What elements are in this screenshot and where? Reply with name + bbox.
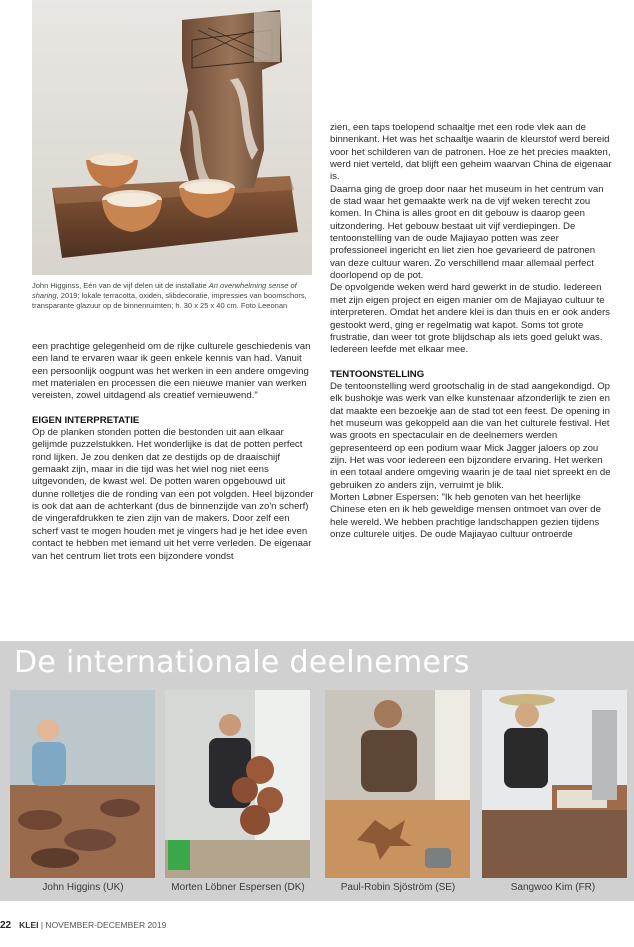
paragraph: een prachtige gelegenheid om de rijke culturele geschiedenis van een land te ervaren waar ik geen enkele kennis van had. Vanuit een persoonlijk oogpunt was het werken in een andere omgeving met materialen en processen die een nieuwe manier van werken vereisten, zowel uitdagend als creatief vernieuwend." bbox=[32, 341, 311, 402]
caption-artwork-title: An overwhelming sense of sharing bbox=[32, 281, 297, 300]
paragraph: De tentoonstelling werd grootschalig in de stad aangekondigd. Op elk bushokje was werk van elke kunstenaar afzonderlijk te zien en dat maakte een bezoekje aan de stad tot een feest. De opening in het museum was gekoppeld aan die van het culturele festival. Het was groots en spectaculair en de deelnemers werden gepresenteerd op een podium waar Mick Jagger jaloers op zou zijn. Het was voor iedereen een bijzondere ervaring. Het werken in een totaal andere omgeving waarin je de taal niet spreekt en de gebruiken zo anders zijn, verruimt je blik. bbox=[330, 380, 611, 491]
participant-name-paul-robin-sjostrom: Paul-Robin Sjöström (SE) bbox=[340, 882, 456, 893]
caption-text-end: , 2019; lokale terracotta, oxiden, slibdecoratie, impressies van boomschors, transparante glazuur op de binnenruimten; h. 30 x 25 x 40 cm. Foto Leeonan bbox=[32, 291, 307, 310]
ceramic-installation-illustration bbox=[32, 0, 312, 275]
page-footer bbox=[0, 920, 166, 931]
participant-name-morten-espersen: Morten Löbner Espersen (DK) bbox=[171, 882, 305, 893]
participant-photo-john-higgins bbox=[10, 690, 155, 878]
participant-name-sangwoo-kim: Sangwoo Kim (FR) bbox=[510, 882, 596, 893]
caption-text-start: John Higginss, Eén van de vijf delen uit de installatie bbox=[32, 281, 209, 290]
issue-info: | NOVEMBER-DECEMBER 2019 bbox=[38, 920, 167, 930]
paragraph: De opvolgende weken werd hard gewerkt in de studio. Iedereen met zijn eigen project en eigen manier om de Majiayao cultuur te interpreteren. Omdat het andere klei is dan thuis en er ook anders gestookt werd, ging er regelmatig wat kapot. Soms tot grote frustratie, dan weer tot grote blijdschap als iets goed gelukt was. Iedereen leefde met elkaar mee. bbox=[330, 282, 610, 356]
participant-photo-sangwoo-kim bbox=[482, 690, 627, 878]
paragraph: Daarna ging de groep door naar het museum in het centrum van de stad waar het gemaakte werk na de vijf weken terecht zou komen. In China is alles groot en dit gebouw is daarop geen uitzondering. Het gebouw bestaat uit vijf verdiepingen. De tentoonstelling van de oude Majiayao potten was zeer professioneel ingericht en liet zien hoe gevarieerd de patronen van deze cultuur waren. Zo verschillend maar allemaal perfect doorlopend op de pot. bbox=[330, 183, 604, 282]
page-number: 22 bbox=[0, 920, 12, 931]
participant-photo-paul-robin-sjostrom bbox=[325, 690, 470, 878]
paragraph: Op de planken stonden potten die bestonden uit aan elkaar gelijmde puzzelstukken. Het wonderlijke is dat de potten perfect rond lijken. Je zou denken dat ze destijds op de draaischijf gemaakt zijn, maar in die tijd was het wiel nog niet eens uitgevonden, de kwast wel. De potten waren opgebouwd uit dunne rolletjes die de ronding van een pot volgden. Heel bijzonder is ook dat aan de achterkant (dus de binnenzijde van zo'n scherf) de vingerafdrukken te zien zijn van de makers. Door zelf een scherf vast te mogen houden met je vingers had je het idee even contact te hebben met iemand uit het verre verleden. De eigenaar van het centrum liet trots een bijzondere vondst bbox=[32, 427, 314, 562]
left-column bbox=[32, 341, 314, 563]
installation-photo bbox=[32, 0, 312, 275]
section-heading-eigen-interpretatie: EIGEN INTERPRETATIE bbox=[32, 414, 140, 426]
paragraph: Morten Løbner Espersen: "Ik heb genoten van het heerlijke Chinese eten en ik heb geweldige mensen ontmoet van over de hele wereld. We hebben prachtige landschappen gezien tijdens onze culturele uitjes. De oude Majiayao cultuur ontroerde bbox=[330, 491, 601, 540]
magazine-name: KLEI bbox=[19, 920, 39, 930]
paragraph: zien, een taps toelopend schaaltje met een rode vlek aan de binnenkant. Het was het schaaltje waarin de kleurstof werd bereid voor het schilderen van de patronen. Hoe ze het precies maakten, werd niet verteld, dat blijft een geheim waarvan China de eigenaar is. bbox=[330, 122, 612, 183]
participant-name-john-higgins: John Higgins (UK) bbox=[42, 882, 124, 893]
participants-section bbox=[0, 641, 634, 901]
participant-photo-morten-espersen bbox=[165, 690, 310, 878]
participants-title: De internationale deelnemers bbox=[14, 645, 470, 680]
photo-caption bbox=[32, 281, 314, 311]
section-heading-tentoonstelling: TENTOONSTELLING bbox=[330, 368, 425, 380]
right-column bbox=[330, 122, 612, 541]
